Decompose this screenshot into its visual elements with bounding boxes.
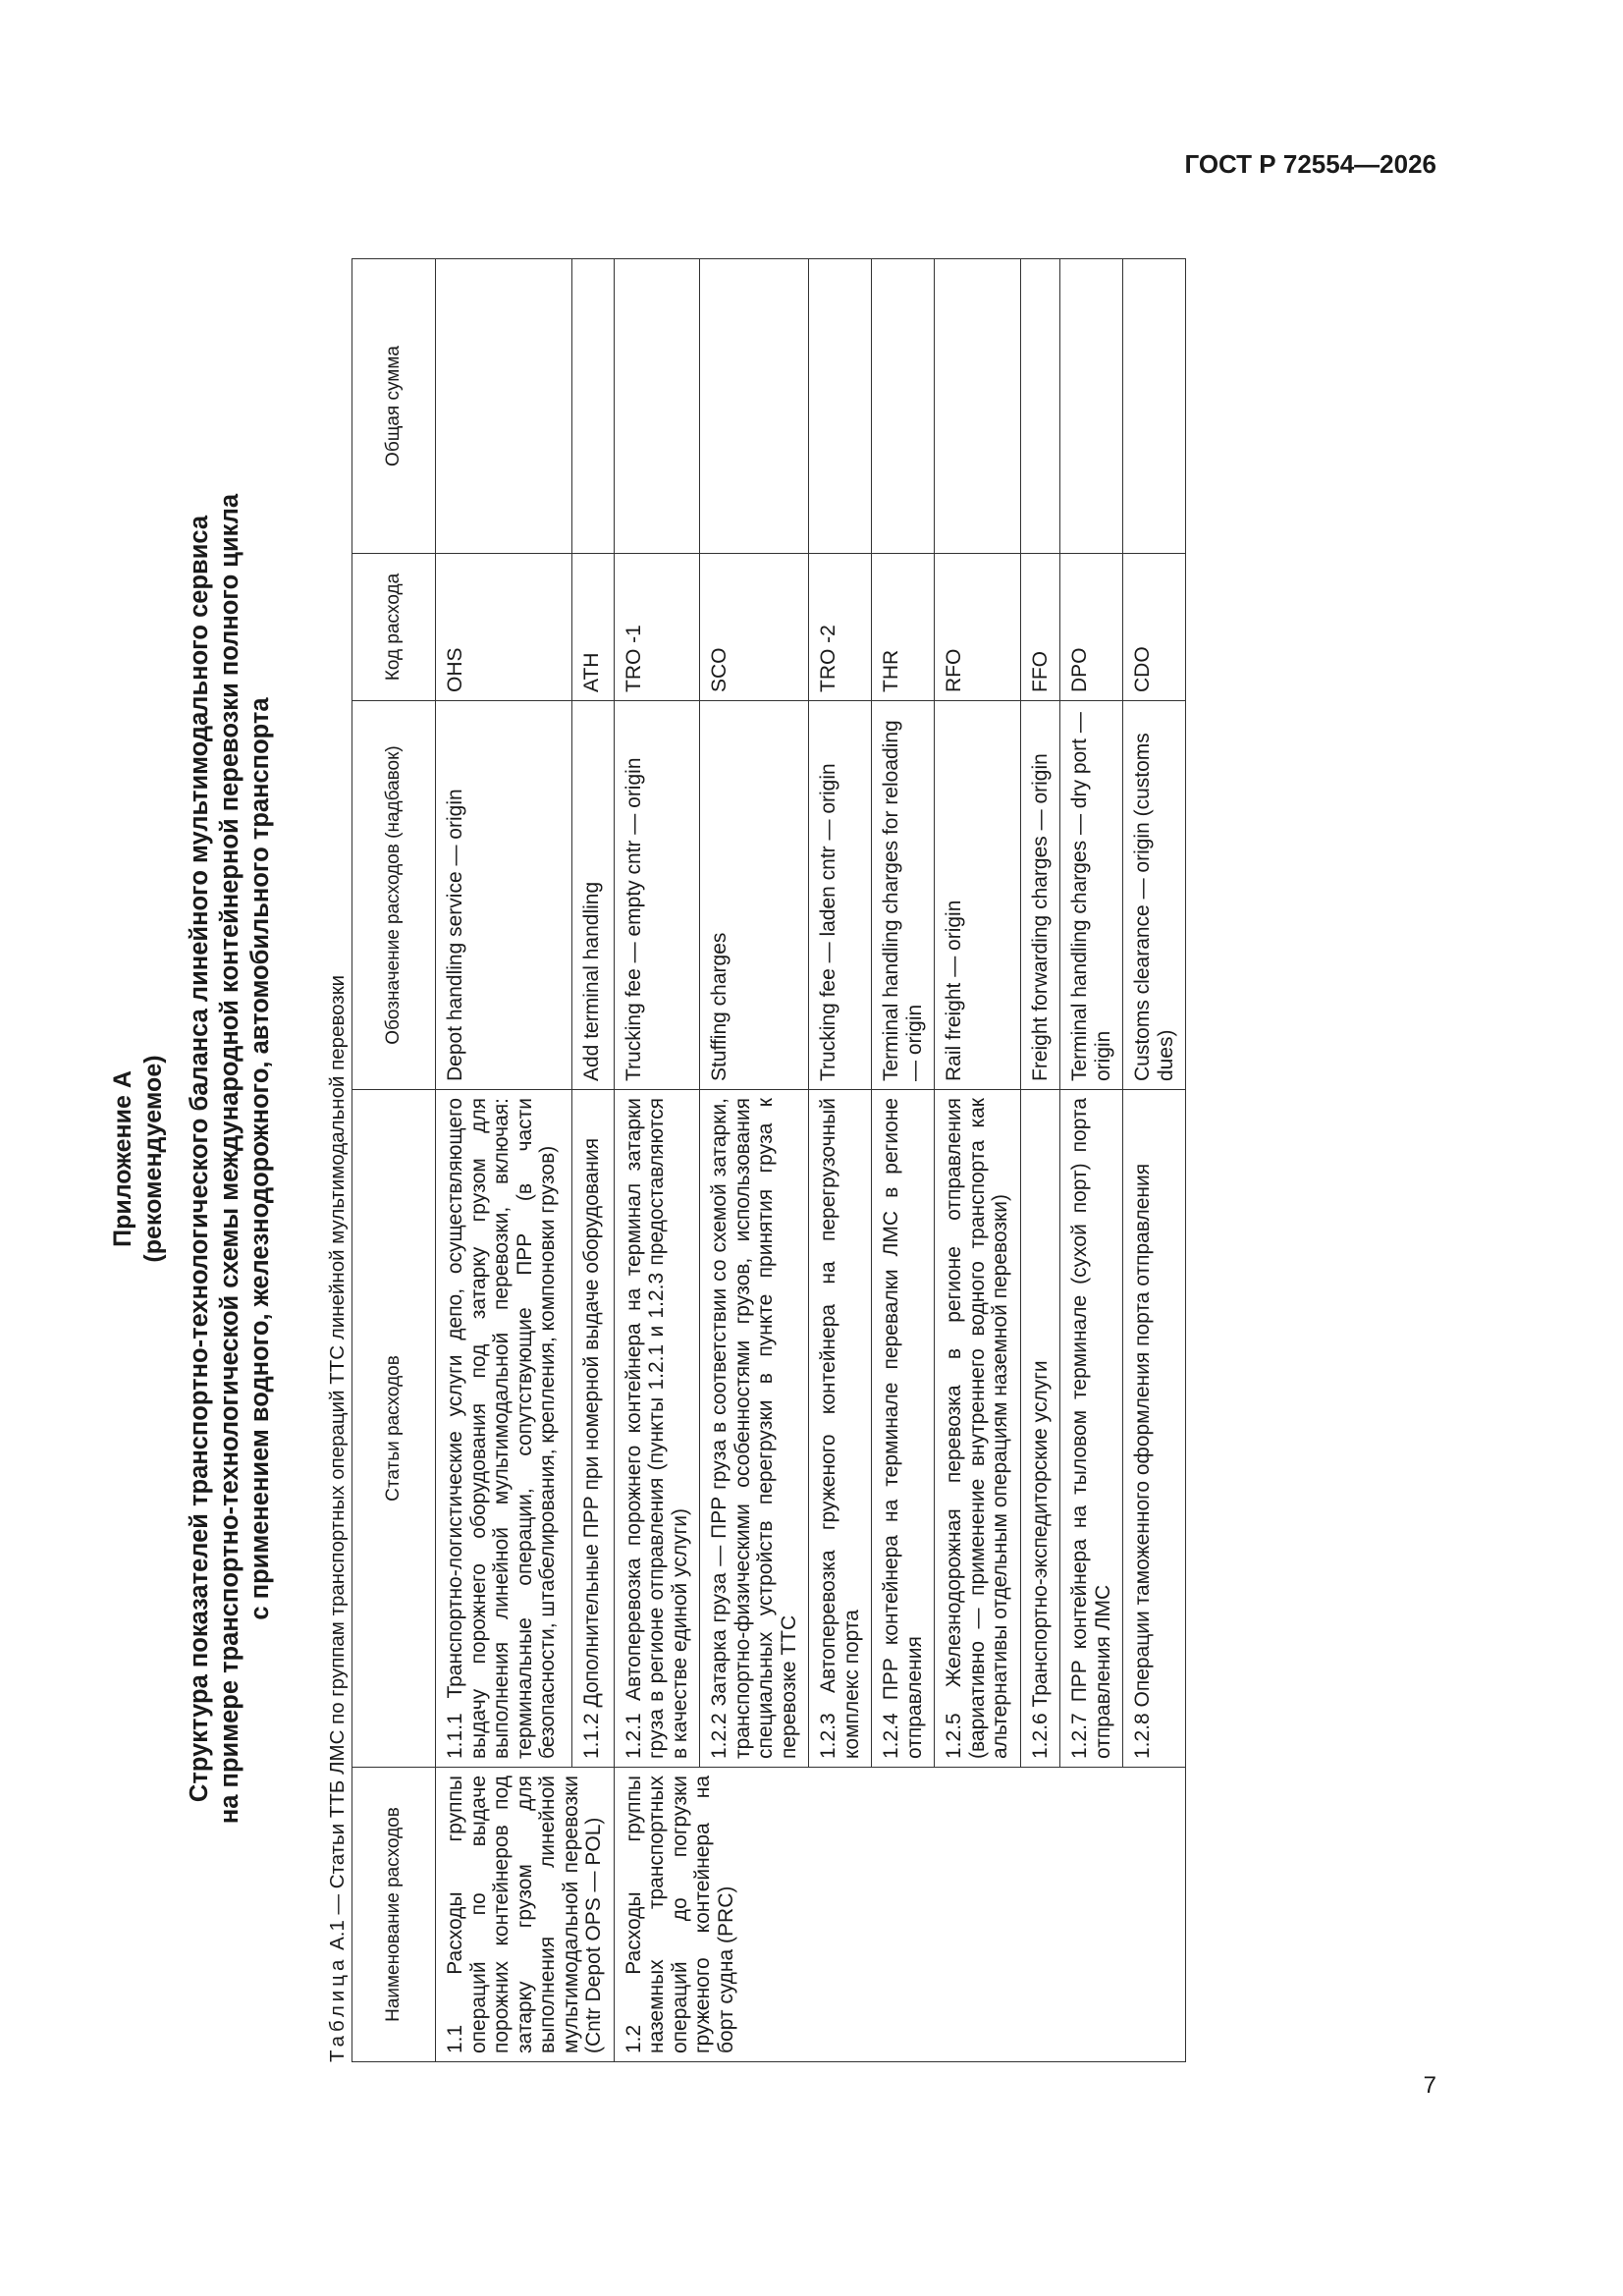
appendix-title <box>185 236 276 2082</box>
designation-cell: Terminal handling charges — dry port — origin <box>1060 701 1123 1090</box>
landscape-content <box>108 236 1443 2082</box>
header-cost-items: Статьи расходов <box>352 1090 436 1768</box>
designation-cell: Stuffing charges <box>700 701 809 1090</box>
group-cell: 1.2 Расходы группы наземных транспортных операций до погрузки груженого контейнера на борт судна (PRC) <box>614 1768 1186 2062</box>
item-cell: 1.2.6 Транспортно-экспедиторские услуги <box>1020 1090 1060 1768</box>
total-cell <box>572 259 614 554</box>
header-total: Общая сумма <box>352 259 436 554</box>
designation-cell: Add terminal handling <box>572 701 614 1090</box>
designation-cell: Terminal handling charges for reloading — origin <box>872 701 935 1090</box>
item-cell: 1.2.3 Автоперевозка груженого контейнера на перегрузочный комплекс порта <box>809 1090 872 1768</box>
designation-cell: Trucking fee — empty cntr — origin <box>614 701 700 1090</box>
item-cell: 1.1.2 Дополнительные ПРР при номерной выдаче оборудования <box>572 1090 614 1768</box>
header-designation: Обозначение расходов (надбавок) <box>352 701 436 1090</box>
designation-cell: Freight forwarding charges — origin <box>1020 701 1060 1090</box>
item-cell: 1.2.5 Железнодорожная перевозка в регионе отправления (вариативно — применение внутреннего водного транспорта как альтернативы отдельным операциям наземной перевозки) <box>935 1090 1021 1768</box>
document-code: ГОСТ Р 72554—2026 <box>1184 149 1436 179</box>
code-cell: TRO -1 <box>614 554 700 701</box>
total-cell <box>1123 259 1186 554</box>
designation-cell: Customs clearance — origin (customs dues) <box>1123 701 1186 1090</box>
appendix-heading <box>108 236 169 2082</box>
page-number: 7 <box>1423 2072 1436 2099</box>
item-cell: 1.2.7 ПРР контейнера на тыловом терминале (сухой порт) порта отправления ЛМС <box>1060 1090 1123 1768</box>
total-cell <box>700 259 809 554</box>
total-cell <box>935 259 1021 554</box>
table-row <box>436 259 572 2062</box>
item-cell: 1.1.1 Транспортно-логистические услуги депо, осуществляющего выдачу порожнего оборудования под затарку грузом для выполнения линейной мультимодальной перевозки, включая: терминальные операции, сопутствующие ПРР (в части безопасности, штабелирования, крепления, компоновки грузов) <box>436 1090 572 1768</box>
code-cell: FFO <box>1020 554 1060 701</box>
code-cell: THR <box>872 554 935 701</box>
code-cell: DPO <box>1060 554 1123 701</box>
total-cell <box>1020 259 1060 554</box>
title-line-2: на примере транспортно-технологической схемы международной контейнерной перевозки полного цикла <box>216 493 243 1825</box>
title-line-3: с применением водного, железнодорожного, автомобильного транспорта <box>246 697 274 1620</box>
code-cell: SCO <box>700 554 809 701</box>
header-code: Код расхода <box>352 554 436 701</box>
total-cell <box>614 259 700 554</box>
code-cell: CDO <box>1123 554 1186 701</box>
table-caption-text: А.1 — Статьи ТТБ ЛМС по группам транспортных операций ТТС линейной мультимодальной перевозки <box>326 974 349 1956</box>
table-header-row <box>352 259 436 2062</box>
designation-cell: Trucking fee — laden cntr — origin <box>809 701 872 1090</box>
table-row <box>614 259 700 2062</box>
title-line-1: Структура показателей транспортно-технологического баланса линейного мультимодального сервиса <box>186 515 213 1803</box>
item-cell: 1.2.2 Затарка груза — ПРР груза в соответствии со схемой затарки, транспортно-физическими особенностями грузов, использования специальных устройств перегрузки в пункте принятия груза к перевозке ТТС <box>700 1090 809 1768</box>
item-cell: 1.2.1 Автоперевозка порожнего контейнера на терминал затарки груза в регионе отправления (пункты 1.2.1 и 1.2.3 предоставляются в качестве единой услуги) <box>614 1090 700 1768</box>
designation-cell: Depot handling service — origin <box>436 701 572 1090</box>
designation-cell: Rail freight — origin <box>935 701 1021 1090</box>
cost-items-table <box>352 258 1186 2062</box>
header-cost-name: Наименование расходов <box>352 1768 436 2062</box>
total-cell <box>436 259 572 554</box>
appendix-label: Приложение А <box>109 1070 136 1247</box>
table-caption <box>326 975 350 2062</box>
code-cell: OHS <box>436 554 572 701</box>
group-cell: 1.1 Расходы группы операций по выдаче порожних контейнеров под затарку грузом для выполнения линейной мультимодальной перевозки (Cntr Depot OPS — POL) <box>436 1768 615 2062</box>
total-cell <box>872 259 935 554</box>
code-cell: RFO <box>935 554 1021 701</box>
code-cell: TRO -2 <box>809 554 872 701</box>
table-caption-label: Таблица <box>326 1955 349 2062</box>
item-cell: 1.2.4 ПРР контейнера на терминале перевалки ЛМС в регионе отправления <box>872 1090 935 1768</box>
code-cell: ATH <box>572 554 614 701</box>
item-cell: 1.2.8 Операции таможенного оформления порта отправления <box>1123 1090 1186 1768</box>
appendix-status: (рекомендуемое) <box>139 1055 167 1263</box>
total-cell <box>809 259 872 554</box>
total-cell <box>1060 259 1123 554</box>
